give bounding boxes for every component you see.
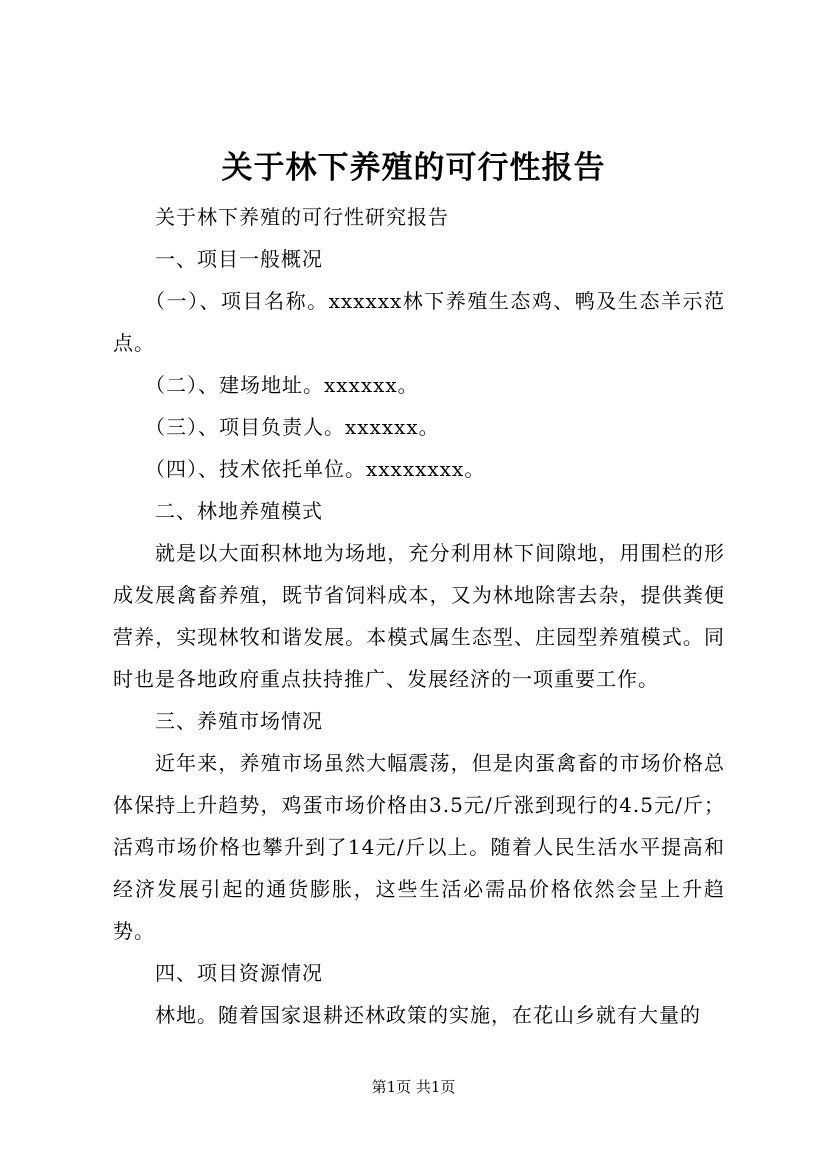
item-project-name: （一）、项目名称。xxxxxx林下养殖生态鸡、鸭及生态羊示范点。	[113, 289, 725, 355]
item-technical-support: （四）、技术依托单位。xxxxxxxx。	[145, 457, 486, 481]
section-heading-3: 三、养殖市场情况	[155, 709, 323, 733]
item-site-address: （二）、建场地址。xxxxxx。	[145, 373, 419, 397]
subtitle-paragraph: 关于林下养殖的可行性研究报告	[155, 205, 449, 229]
section-heading-2: 二、林地养殖模式	[155, 499, 323, 523]
page-footer: 第1页 共1页	[371, 1078, 456, 1096]
document-body	[113, 196, 725, 1036]
paragraph-breeding-mode: 就是以大面积林地为场地，充分利用林下间隙地，用围栏的形成发展禽畜养殖，既节省饲料成本，又为林地除害去杂，提供粪便营养，实现林牧和谐发展。本模式属生态型、庄园型养殖模式。同时也是各地政府重点扶持推广、发展经济的一项重要工作。	[113, 541, 725, 691]
paragraph-resources: 林地。随着国家退耕还林政策的实施，在花山乡就有大量的	[155, 1003, 701, 1027]
paragraph-market: 近年来，养殖市场虽然大幅震荡，但是肉蛋禽畜的市场价格总体保持上升趋势，鸡蛋市场价格由3.5元/斤涨到现行的4.5元/斤；活鸡市场价格也攀升到了14元/斤以上。随着人民生活水平提高和经济发展引起的通货膨胀，这些生活必需品价格依然会呈上升趋势。	[113, 751, 725, 943]
item-project-leader: （三）、项目负责人。xxxxxx。	[145, 415, 440, 439]
section-heading-1: 一、项目一般概况	[155, 247, 323, 271]
section-heading-4: 四、项目资源情况	[155, 961, 323, 985]
document-title: 关于林下养殖的可行性报告	[221, 150, 606, 186]
